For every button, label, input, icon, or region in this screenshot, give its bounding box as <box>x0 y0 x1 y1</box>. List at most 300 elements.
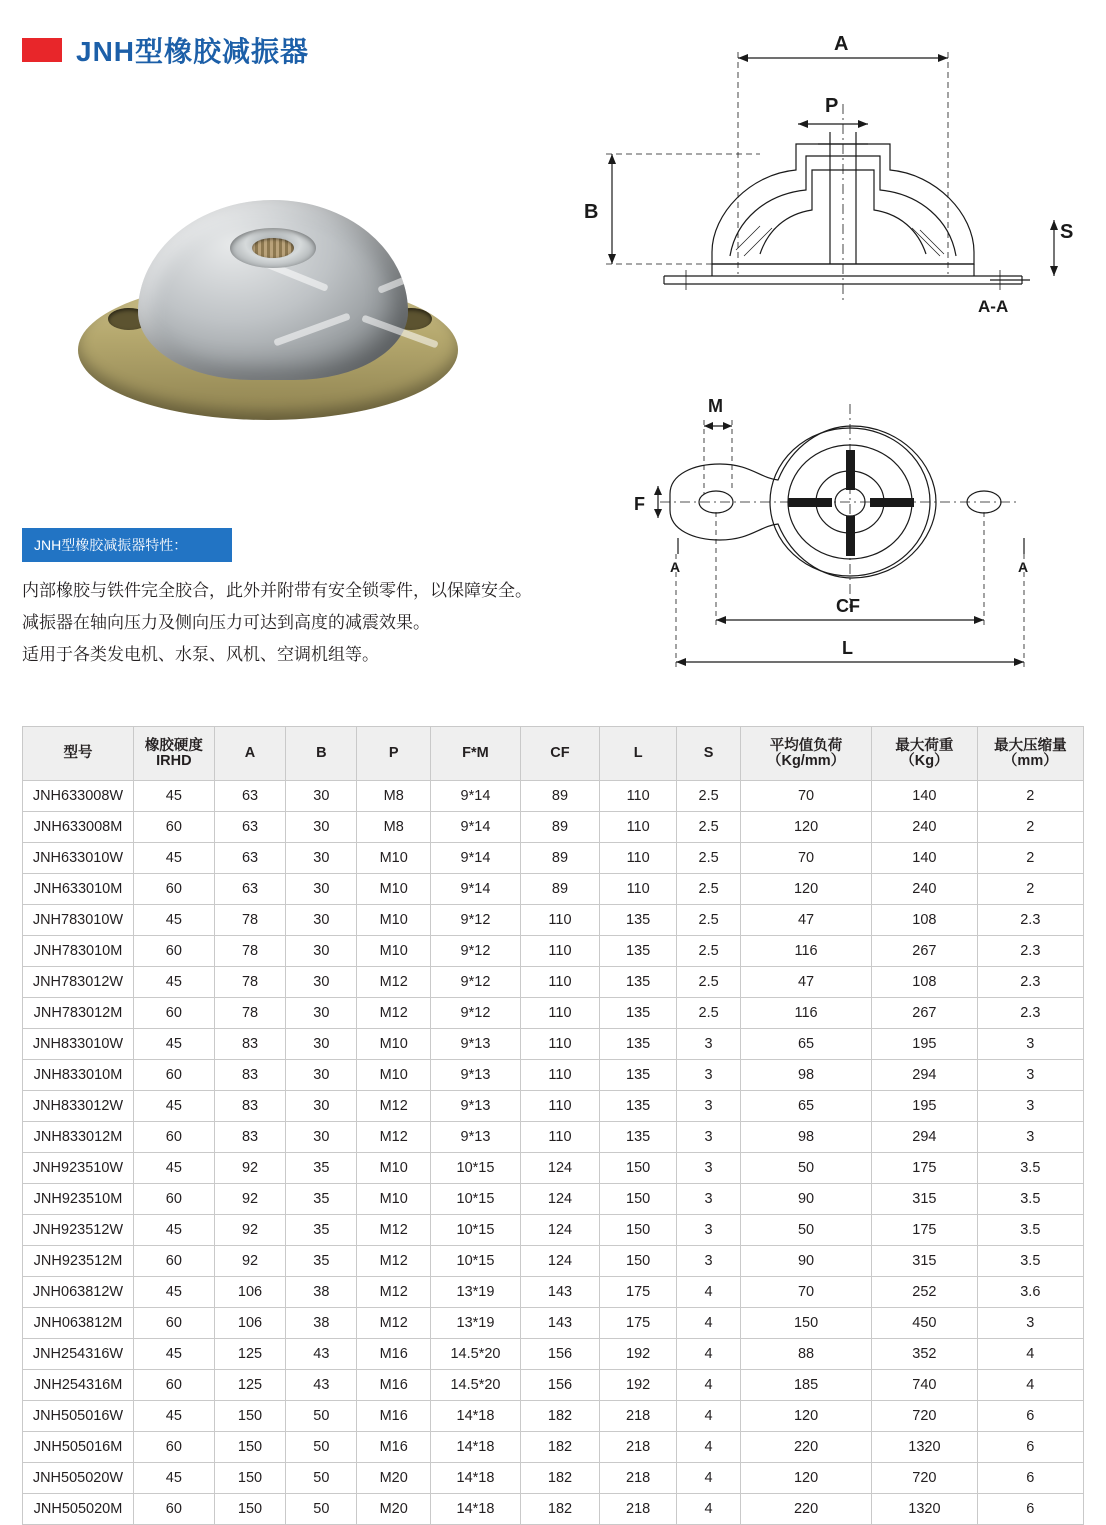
cell-l: 150 <box>600 1153 677 1184</box>
cell-p: M16 <box>357 1432 431 1463</box>
cell-fm: 10*15 <box>431 1246 521 1277</box>
cell-b: 30 <box>286 812 357 843</box>
cell-p: M12 <box>357 1246 431 1277</box>
cell-s: 3 <box>677 1246 741 1277</box>
cell-max-deflection: 3.5 <box>977 1246 1083 1277</box>
cell-a: 78 <box>214 998 286 1029</box>
cell-max-deflection: 3.5 <box>977 1153 1083 1184</box>
cell-fm: 14*18 <box>431 1463 521 1494</box>
cell-max-deflection: 6 <box>977 1494 1083 1525</box>
cell-model: JNH254316W <box>23 1339 134 1370</box>
cell-hardness: 45 <box>133 1277 214 1308</box>
feature-line-3: 适用于各类发电机、水泵、风机、空调机组等。 <box>22 645 379 664</box>
cell-a: 92 <box>214 1184 286 1215</box>
cell-b: 35 <box>286 1184 357 1215</box>
cell-average-load: 116 <box>740 936 871 967</box>
cell-max-load: 252 <box>872 1277 978 1308</box>
cell-s: 2.5 <box>677 874 741 905</box>
table-body <box>23 781 1084 1525</box>
th-a: A <box>214 727 286 781</box>
product-photo <box>60 180 480 440</box>
cell-max-load: 140 <box>872 843 978 874</box>
cell-p: M10 <box>357 1153 431 1184</box>
mount-rib <box>377 261 445 294</box>
cell-cf: 124 <box>520 1246 599 1277</box>
table-header <box>23 727 1084 781</box>
cell-l: 110 <box>600 874 677 905</box>
cell-fm: 10*15 <box>431 1215 521 1246</box>
cell-cf: 182 <box>520 1463 599 1494</box>
cell-a: 63 <box>214 874 286 905</box>
cell-average-load: 98 <box>740 1122 871 1153</box>
th-l: L <box>600 727 677 781</box>
cell-s: 4 <box>677 1463 741 1494</box>
cell-s: 2.5 <box>677 905 741 936</box>
cell-average-load: 98 <box>740 1060 871 1091</box>
cell-b: 30 <box>286 1091 357 1122</box>
th-p: P <box>357 727 431 781</box>
cell-model: JNH063812W <box>23 1277 134 1308</box>
cell-a: 106 <box>214 1308 286 1339</box>
th-b: B <box>286 727 357 781</box>
cell-l: 218 <box>600 1494 677 1525</box>
table-row <box>23 998 1084 1029</box>
cell-model: JNH923510M <box>23 1184 134 1215</box>
dim-label-a: A <box>834 33 849 55</box>
cell-l: 150 <box>600 1215 677 1246</box>
cell-max-deflection: 4 <box>977 1339 1083 1370</box>
table-row <box>23 1339 1084 1370</box>
cell-model: JNH063812M <box>23 1308 134 1339</box>
cell-hardness: 45 <box>133 905 214 936</box>
cell-l: 135 <box>600 1029 677 1060</box>
section-mark-a-right: A <box>1018 559 1029 575</box>
th-max-deflection: 最大压缩量 （mm） <box>977 727 1083 781</box>
cell-model: JNH633008W <box>23 781 134 812</box>
cell-fm: 9*13 <box>431 1060 521 1091</box>
dim-label-s: S <box>1060 221 1074 243</box>
cell-cf: 110 <box>520 1029 599 1060</box>
specification-table <box>22 726 1084 1525</box>
cell-max-deflection: 3.6 <box>977 1277 1083 1308</box>
cell-average-load: 185 <box>740 1370 871 1401</box>
cell-hardness: 45 <box>133 967 214 998</box>
table-row <box>23 1277 1084 1308</box>
cell-max-deflection: 3.5 <box>977 1215 1083 1246</box>
cell-cf: 89 <box>520 874 599 905</box>
cell-cf: 110 <box>520 936 599 967</box>
dim-label-p: P <box>825 95 839 117</box>
page-title <box>22 30 309 70</box>
th-hardness: 橡胶硬度 IRHD <box>133 727 214 781</box>
cell-fm: 9*13 <box>431 1091 521 1122</box>
cell-max-load: 450 <box>872 1308 978 1339</box>
cell-a: 83 <box>214 1091 286 1122</box>
dim-label-cf: CF <box>836 596 860 616</box>
table-row <box>23 936 1084 967</box>
table-row <box>23 812 1084 843</box>
cell-b: 38 <box>286 1308 357 1339</box>
cell-l: 135 <box>600 905 677 936</box>
cell-l: 135 <box>600 1060 677 1091</box>
cell-max-deflection: 2.3 <box>977 998 1083 1029</box>
cell-max-load: 195 <box>872 1091 978 1122</box>
cell-s: 2.5 <box>677 843 741 874</box>
cell-fm: 9*14 <box>431 812 521 843</box>
cell-hardness: 60 <box>133 936 214 967</box>
specification-table-wrapper <box>22 726 1084 1525</box>
cell-max-load: 108 <box>872 905 978 936</box>
cell-cf: 89 <box>520 812 599 843</box>
cell-max-deflection: 2.3 <box>977 967 1083 998</box>
cell-cf: 110 <box>520 967 599 998</box>
cell-a: 92 <box>214 1246 286 1277</box>
cell-fm: 9*13 <box>431 1029 521 1060</box>
cell-p: M12 <box>357 1122 431 1153</box>
cell-max-load: 720 <box>872 1463 978 1494</box>
cell-model: JNH783010W <box>23 905 134 936</box>
cell-average-load: 220 <box>740 1494 871 1525</box>
cell-l: 135 <box>600 1122 677 1153</box>
cell-s: 4 <box>677 1494 741 1525</box>
cell-average-load: 90 <box>740 1184 871 1215</box>
cell-max-load: 267 <box>872 936 978 967</box>
cell-fm: 9*13 <box>431 1122 521 1153</box>
table-row <box>23 1091 1084 1122</box>
cell-s: 3 <box>677 1060 741 1091</box>
cell-s: 3 <box>677 1184 741 1215</box>
dim-label-f: F <box>634 494 645 514</box>
section-mark-a-left: A <box>670 559 681 575</box>
mount-rib <box>273 313 351 347</box>
table-row <box>23 1432 1084 1463</box>
cell-s: 3 <box>677 1153 741 1184</box>
cell-l: 135 <box>600 967 677 998</box>
cell-p: M12 <box>357 998 431 1029</box>
cell-p: M10 <box>357 936 431 967</box>
cell-fm: 9*12 <box>431 936 521 967</box>
feature-line-1: 内部橡胶与铁件完全胶合，此外并附带有安全锁零件，以保障安全。 <box>22 581 532 600</box>
table-row <box>23 781 1084 812</box>
table-row <box>23 1153 1084 1184</box>
cell-model: JNH633010M <box>23 874 134 905</box>
feature-heading: JNH型橡胶减振器特性： <box>22 528 232 562</box>
cell-fm: 14*18 <box>431 1494 521 1525</box>
cell-max-deflection: 3 <box>977 1091 1083 1122</box>
cell-cf: 124 <box>520 1184 599 1215</box>
cell-cf: 110 <box>520 905 599 936</box>
cell-max-deflection: 4 <box>977 1370 1083 1401</box>
cell-max-load: 108 <box>872 967 978 998</box>
cell-a: 78 <box>214 905 286 936</box>
table-header-row <box>23 727 1084 781</box>
cell-p: M20 <box>357 1463 431 1494</box>
cell-p: M16 <box>357 1401 431 1432</box>
table-row <box>23 1122 1084 1153</box>
cell-b: 35 <box>286 1246 357 1277</box>
cell-cf: 124 <box>520 1215 599 1246</box>
cell-s: 4 <box>677 1339 741 1370</box>
cell-l: 218 <box>600 1401 677 1432</box>
cell-fm: 9*12 <box>431 967 521 998</box>
cell-average-load: 220 <box>740 1432 871 1463</box>
cell-a: 150 <box>214 1494 286 1525</box>
cell-model: JNH783012M <box>23 998 134 1029</box>
table-row <box>23 1370 1084 1401</box>
cell-l: 110 <box>600 812 677 843</box>
cell-hardness: 60 <box>133 1246 214 1277</box>
cell-model: JNH923512W <box>23 1215 134 1246</box>
cell-a: 106 <box>214 1277 286 1308</box>
table-row <box>23 1401 1084 1432</box>
th-average-load: 平均值负荷 （Kg/mm） <box>740 727 871 781</box>
cell-b: 30 <box>286 1122 357 1153</box>
cell-max-load: 240 <box>872 874 978 905</box>
cell-cf: 182 <box>520 1401 599 1432</box>
cell-average-load: 150 <box>740 1308 871 1339</box>
cell-cf: 89 <box>520 843 599 874</box>
cell-max-deflection: 3 <box>977 1060 1083 1091</box>
mount-center-thread <box>252 238 294 258</box>
cell-model: JNH505020M <box>23 1494 134 1525</box>
cell-l: 175 <box>600 1277 677 1308</box>
cell-p: M8 <box>357 781 431 812</box>
cell-model: JNH633008M <box>23 812 134 843</box>
cell-b: 30 <box>286 843 357 874</box>
cell-l: 135 <box>600 936 677 967</box>
cell-cf: 124 <box>520 1153 599 1184</box>
cell-p: M10 <box>357 874 431 905</box>
cell-a: 92 <box>214 1215 286 1246</box>
cell-hardness: 45 <box>133 1463 214 1494</box>
feature-description <box>22 575 562 671</box>
cell-cf: 143 <box>520 1277 599 1308</box>
cell-hardness: 45 <box>133 1215 214 1246</box>
cell-model: JNH254316M <box>23 1370 134 1401</box>
cell-hardness: 45 <box>133 1091 214 1122</box>
cell-cf: 110 <box>520 1091 599 1122</box>
section-label-aa: A-A <box>978 297 1009 316</box>
cell-b: 30 <box>286 936 357 967</box>
cell-fm: 9*12 <box>431 905 521 936</box>
th-max-load: 最大荷重 （Kg） <box>872 727 978 781</box>
cell-b: 30 <box>286 781 357 812</box>
cell-s: 3 <box>677 1122 741 1153</box>
cell-average-load: 50 <box>740 1215 871 1246</box>
cell-b: 30 <box>286 1029 357 1060</box>
cell-max-load: 175 <box>872 1153 978 1184</box>
cell-model: JNH505016W <box>23 1401 134 1432</box>
cell-fm: 14*18 <box>431 1432 521 1463</box>
cell-average-load: 70 <box>740 781 871 812</box>
cell-max-load: 240 <box>872 812 978 843</box>
cell-p: M10 <box>357 1184 431 1215</box>
cell-max-deflection: 2.3 <box>977 905 1083 936</box>
cell-fm: 10*15 <box>431 1184 521 1215</box>
table-row <box>23 1463 1084 1494</box>
cell-max-load: 740 <box>872 1370 978 1401</box>
cell-max-load: 352 <box>872 1339 978 1370</box>
cell-max-load: 294 <box>872 1060 978 1091</box>
cell-a: 83 <box>214 1029 286 1060</box>
cell-s: 4 <box>677 1308 741 1339</box>
cell-p: M12 <box>357 1277 431 1308</box>
cell-model: JNH833010W <box>23 1029 134 1060</box>
cell-max-deflection: 2 <box>977 843 1083 874</box>
th-model: 型号 <box>23 727 134 781</box>
cell-average-load: 120 <box>740 1463 871 1494</box>
cell-b: 50 <box>286 1401 357 1432</box>
cell-s: 2.5 <box>677 998 741 1029</box>
cell-b: 30 <box>286 874 357 905</box>
cell-a: 63 <box>214 812 286 843</box>
cell-fm: 14*18 <box>431 1401 521 1432</box>
cell-average-load: 120 <box>740 874 871 905</box>
cell-hardness: 60 <box>133 1432 214 1463</box>
cell-s: 3 <box>677 1029 741 1060</box>
cell-s: 2.5 <box>677 781 741 812</box>
cell-b: 38 <box>286 1277 357 1308</box>
cell-a: 83 <box>214 1060 286 1091</box>
cell-hardness: 60 <box>133 1184 214 1215</box>
feature-line-2: 减振器在轴向压力及侧向压力可达到高度的减震效果。 <box>22 613 430 632</box>
cell-model: JNH923512M <box>23 1246 134 1277</box>
cell-average-load: 70 <box>740 1277 871 1308</box>
cell-average-load: 116 <box>740 998 871 1029</box>
cell-hardness: 45 <box>133 781 214 812</box>
th-cf: CF <box>520 727 599 781</box>
cell-b: 30 <box>286 905 357 936</box>
cell-p: M16 <box>357 1339 431 1370</box>
cell-max-load: 1320 <box>872 1432 978 1463</box>
cell-s: 4 <box>677 1370 741 1401</box>
cell-hardness: 60 <box>133 1060 214 1091</box>
cell-fm: 14.5*20 <box>431 1339 521 1370</box>
cell-p: M10 <box>357 905 431 936</box>
cell-max-deflection: 3 <box>977 1122 1083 1153</box>
cell-cf: 156 <box>520 1370 599 1401</box>
cell-l: 110 <box>600 781 677 812</box>
cell-b: 50 <box>286 1494 357 1525</box>
cell-hardness: 45 <box>133 1401 214 1432</box>
cell-a: 92 <box>214 1153 286 1184</box>
cell-p: M10 <box>357 843 431 874</box>
cell-max-load: 175 <box>872 1215 978 1246</box>
dim-label-l: L <box>842 638 853 658</box>
cell-s: 4 <box>677 1432 741 1463</box>
cell-hardness: 60 <box>133 1370 214 1401</box>
cell-hardness: 45 <box>133 1153 214 1184</box>
drawing-plan-view <box>620 368 1040 698</box>
cell-a: 150 <box>214 1401 286 1432</box>
table-row <box>23 1308 1084 1339</box>
table-row <box>23 967 1084 998</box>
cell-max-load: 315 <box>872 1246 978 1277</box>
cell-s: 2.5 <box>677 936 741 967</box>
mount-dome-body <box>138 200 408 380</box>
cell-p: M12 <box>357 1215 431 1246</box>
cell-model: JNH833012M <box>23 1122 134 1153</box>
th-fm: F*M <box>431 727 521 781</box>
cell-max-deflection: 2 <box>977 812 1083 843</box>
cell-a: 150 <box>214 1432 286 1463</box>
cell-max-deflection: 2 <box>977 874 1083 905</box>
th-s: S <box>677 727 741 781</box>
cell-cf: 110 <box>520 1060 599 1091</box>
cell-b: 50 <box>286 1463 357 1494</box>
cell-model: JNH833012W <box>23 1091 134 1122</box>
table-row <box>23 1246 1084 1277</box>
cell-l: 192 <box>600 1370 677 1401</box>
cell-l: 150 <box>600 1246 677 1277</box>
cell-l: 218 <box>600 1432 677 1463</box>
cell-p: M10 <box>357 1060 431 1091</box>
cell-l: 175 <box>600 1308 677 1339</box>
cell-cf: 110 <box>520 998 599 1029</box>
cell-max-load: 315 <box>872 1184 978 1215</box>
cell-max-load: 294 <box>872 1122 978 1153</box>
cell-l: 135 <box>600 1091 677 1122</box>
table-row <box>23 874 1084 905</box>
cell-l: 135 <box>600 998 677 1029</box>
cell-cf: 89 <box>520 781 599 812</box>
cell-p: M20 <box>357 1494 431 1525</box>
cell-hardness: 60 <box>133 998 214 1029</box>
cell-hardness: 60 <box>133 1308 214 1339</box>
cell-l: 218 <box>600 1463 677 1494</box>
dim-label-m: M <box>708 396 723 416</box>
cell-average-load: 70 <box>740 843 871 874</box>
cell-s: 2.5 <box>677 812 741 843</box>
cell-s: 2.5 <box>677 967 741 998</box>
cell-a: 78 <box>214 967 286 998</box>
cell-max-deflection: 2 <box>977 781 1083 812</box>
cell-l: 192 <box>600 1339 677 1370</box>
cell-cf: 156 <box>520 1339 599 1370</box>
cell-p: M12 <box>357 967 431 998</box>
cell-hardness: 60 <box>133 1122 214 1153</box>
cell-fm: 9*14 <box>431 781 521 812</box>
cell-max-deflection: 3 <box>977 1308 1083 1339</box>
cell-max-load: 140 <box>872 781 978 812</box>
table-row <box>23 843 1084 874</box>
cell-a: 83 <box>214 1122 286 1153</box>
table-row <box>23 1494 1084 1525</box>
cell-a: 125 <box>214 1370 286 1401</box>
cell-model: JNH783012W <box>23 967 134 998</box>
cell-model: JNH505016M <box>23 1432 134 1463</box>
cell-hardness: 45 <box>133 843 214 874</box>
cell-fm: 9*14 <box>431 874 521 905</box>
cell-average-load: 47 <box>740 967 871 998</box>
cell-model: JNH833010M <box>23 1060 134 1091</box>
cell-max-load: 720 <box>872 1401 978 1432</box>
cell-a: 63 <box>214 781 286 812</box>
cell-hardness: 45 <box>133 1339 214 1370</box>
cell-model: JNH923510W <box>23 1153 134 1184</box>
cell-a: 150 <box>214 1463 286 1494</box>
cell-fm: 13*19 <box>431 1308 521 1339</box>
cell-a: 78 <box>214 936 286 967</box>
cell-b: 30 <box>286 1060 357 1091</box>
table-row <box>23 1029 1084 1060</box>
cell-fm: 14.5*20 <box>431 1370 521 1401</box>
cell-max-deflection: 6 <box>977 1463 1083 1494</box>
cell-max-deflection: 2.3 <box>977 936 1083 967</box>
cell-model: JNH505020W <box>23 1463 134 1494</box>
cell-b: 50 <box>286 1432 357 1463</box>
cell-fm: 10*15 <box>431 1153 521 1184</box>
